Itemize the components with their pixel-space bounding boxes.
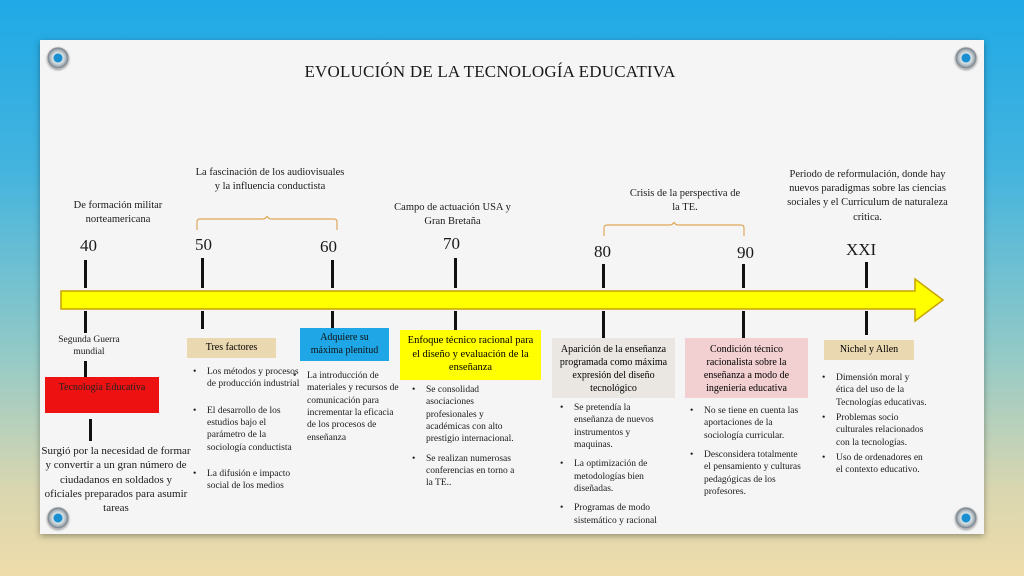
timeline-tick [84, 311, 87, 333]
list-item: • Uso de ordenadores en el contexto educativo. [822, 452, 927, 477]
list-item: • Se consolidad asociaciones profesionales y académicas con alto prestigio internacional. [412, 384, 522, 446]
list-item: • El desarrollo de los estudios bajo el parámetro de la sociología conductista [193, 405, 301, 454]
label-segunda-guerra: Segunda Guerra mundial [58, 335, 120, 358]
list-50 [193, 366, 301, 500]
note-40: De formación militar norteamericana [73, 200, 163, 226]
note-80-90: Crisis de la perspectiva de la TE. [629, 188, 741, 214]
pin-icon [955, 507, 977, 529]
list-item: • Los métodos y procesos de producción industrial [193, 366, 301, 391]
list-item: • Dimensión moral y ética del uso de la Tecnologías educativas. [822, 372, 927, 409]
page-title: EVOLUCIÓN DE LA TECNOLOGÍA EDUCATIVA [304, 62, 676, 81]
timeline-tick [602, 311, 605, 341]
list-item: • Se realizan numerosas conferencias en torno a la TE.. [412, 453, 522, 490]
list-item: • Problemas socio culturales relacionados con la tecnologías. [822, 412, 927, 449]
list-item: • Programas de modo sistemático y racional [560, 502, 670, 527]
box-tres-factores: Tres factores [187, 338, 276, 358]
list-70 [412, 384, 522, 497]
note-70: Campo de actuación USA y Gran Bretaña [394, 202, 511, 228]
list-item: • La difusión e impacto social de los medios [193, 468, 301, 493]
list-60 [293, 370, 403, 451]
note-50-60: La fascinación de los audiovisuales y la influencia conductista [195, 167, 345, 193]
year-80: 80 [594, 242, 611, 261]
list-item: • Se pretendía la enseñanza de nuevos instrumentos y maquinas. [560, 402, 670, 451]
pin-icon [955, 47, 977, 69]
box-ensenanza-programada: Aparición de la enseñanza programada como máxima expresión del diseño tecnológico [552, 338, 675, 398]
brace-50-60 [196, 216, 338, 232]
year-40: 40 [80, 236, 97, 255]
list-item: • La introducción de materiales y recursos de comunicación para incrementar la eficacia de los procesos de enseñanza [293, 370, 403, 444]
box-nichel-allen: Nichel y Allen [824, 340, 914, 360]
year-60: 60 [320, 237, 337, 256]
brace-80-90 [603, 222, 745, 238]
list-xxi [822, 372, 927, 484]
pin-icon [47, 47, 69, 69]
list-90 [690, 405, 802, 505]
box-enfoque-tecnico: Enfoque técnico racional para el diseño y evaluación de la enseñanza [400, 330, 541, 380]
timeline-arrow [58, 276, 948, 326]
list-item: • La optimización de metodologías bien diseñadas. [560, 458, 670, 495]
year-xxi: XXI [846, 240, 877, 259]
timeline-tick [742, 311, 745, 339]
text-surgio: Surgió por la necesidad de formar y convertir a un gran número de ciudadanos en soldados y oficiales preparados para asumir tareas [41, 445, 191, 515]
list-item: • Desconsidera totalmente el pensamiento y culturas pedagógicas de los profesores. [690, 449, 802, 498]
note-xxi: Periodo de reformulación, donde hay nuevos paradigmas sobre las ciencias sociales y el Curriculum de naturaleza critica. [787, 169, 948, 223]
timeline-tick [201, 311, 204, 329]
box-maxima-plenitud: Adquiere su máxima plenitud [300, 328, 389, 361]
box-tecnologia-educativa: Tecnología Educativa [45, 377, 159, 413]
year-90: 90 [737, 243, 754, 262]
box-ingenieria-educativa: Condición técnico racionalista sobre la enseñanza a modo de ingeniería educativa [685, 338, 808, 398]
year-50: 50 [195, 235, 212, 254]
year-70: 70 [443, 234, 460, 253]
connector [89, 419, 92, 441]
timeline-tick [865, 311, 868, 335]
list-80 [560, 402, 670, 534]
list-item: • No se tiene en cuenta las aportaciones de la sociología curricular. [690, 405, 802, 442]
